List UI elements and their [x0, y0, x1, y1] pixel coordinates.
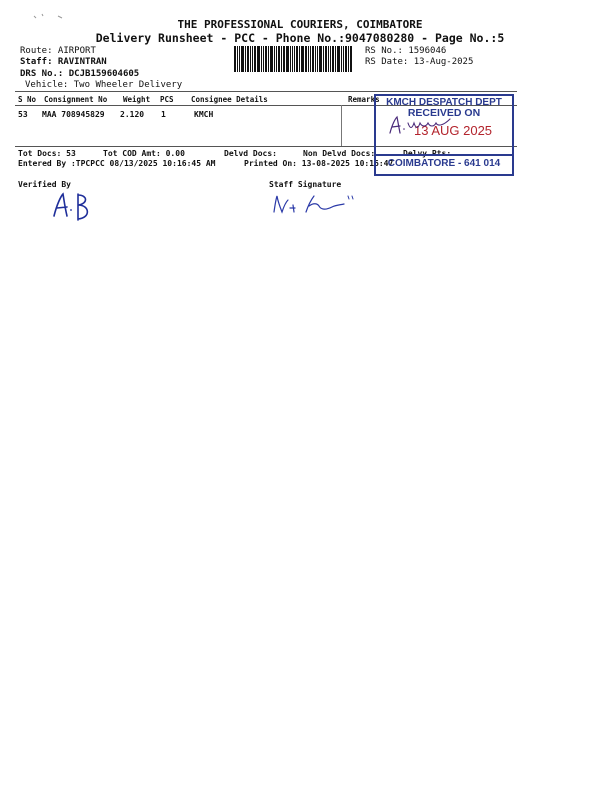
barcode-bar	[239, 46, 240, 72]
header-weight: Weight	[123, 95, 151, 104]
barcode-bar	[283, 46, 285, 72]
header-consignment: Consignment No	[44, 95, 108, 104]
stamp-location: COIMBATORE - 641 014	[387, 158, 501, 169]
barcode-bar	[276, 46, 277, 72]
stamp-date: 13 AUG 2025	[413, 123, 493, 138]
route-label: Route: AIRPORT	[20, 46, 96, 56]
barcode	[234, 46, 359, 72]
barcode-bar	[234, 46, 236, 72]
barcode-bar	[348, 46, 349, 72]
stamp-dept: KMCH DESPATCH DEPT	[386, 97, 502, 108]
barcode-bar	[296, 46, 298, 72]
barcode-bar	[281, 46, 282, 72]
barcode-bar	[278, 46, 280, 72]
staff-signature	[268, 190, 363, 220]
barcode-bar	[265, 46, 267, 72]
barcode-bar	[301, 46, 304, 72]
barcode-bar	[268, 46, 269, 72]
header-consignee: Consignee Details	[191, 95, 268, 104]
barcode-bar	[312, 46, 314, 72]
barcode-bar	[350, 46, 352, 72]
tot-cod-amount: Tot COD Amt: 0.00	[103, 149, 185, 158]
barcode-bar	[328, 46, 329, 72]
barcode-bar	[341, 46, 342, 72]
barcode-bar	[290, 46, 291, 72]
barcode-bar	[315, 46, 316, 72]
delvd-docs: Delvd Docs:	[224, 149, 277, 158]
table-divider	[341, 105, 342, 146]
header-remarks: Remarks	[348, 95, 380, 104]
printed-on: Printed On: 13-08-2025 10:16:47	[244, 159, 394, 168]
barcode-bar	[325, 46, 327, 72]
barcode-bar	[330, 46, 331, 72]
page-subtitle: Delivery Runsheet - PCC - Phone No.:9047080280 - Page No.:5	[95, 31, 505, 45]
barcode-bar	[257, 46, 260, 72]
verified-by-label: Verified By	[18, 180, 71, 189]
scan-marks	[32, 10, 72, 24]
barcode-bar	[245, 46, 246, 72]
barcode-bar	[343, 46, 344, 72]
barcode-bar	[299, 46, 300, 72]
staff-label: Staff: RAVINTRAN	[20, 57, 107, 67]
barcode-bar	[261, 46, 262, 72]
header-pcs: PCS	[160, 95, 174, 104]
vehicle-label: Vehicle: Two Wheeler Delivery	[25, 80, 183, 90]
staff-signature-label: Staff Signature	[269, 180, 342, 189]
non-delvd-docs: Non Delvd Docs:	[303, 149, 376, 158]
barcode-bar	[241, 46, 244, 72]
barcode-bar	[337, 46, 340, 72]
barcode-bar	[263, 46, 264, 72]
barcode-bar	[308, 46, 309, 72]
barcode-bar	[254, 46, 256, 72]
barcode-bar	[319, 46, 322, 72]
barcode-bar	[252, 46, 253, 72]
stamp-received-on: RECEIVED ON	[407, 107, 481, 119]
verifier-signature	[50, 190, 100, 225]
barcode-bar	[247, 46, 249, 72]
header-sno: S No	[18, 95, 37, 104]
stamp-initials	[386, 113, 456, 139]
page-title: THE PROFESSIONAL COURIERS, COIMBATORE	[177, 18, 423, 31]
stamp-divider	[376, 154, 512, 156]
barcode-bar	[305, 46, 307, 72]
barcode-bar	[250, 46, 251, 72]
barcode-bar	[270, 46, 273, 72]
barcode-bar	[292, 46, 293, 72]
barcode-bar	[317, 46, 318, 72]
table-top-border	[15, 91, 517, 92]
barcode-bar	[310, 46, 311, 72]
barcode-bar	[345, 46, 347, 72]
barcode-bar	[237, 46, 238, 72]
row-weight: 2.120	[120, 110, 145, 119]
row-sno: 53	[18, 110, 28, 119]
barcode-bar	[286, 46, 289, 72]
rs-number: RS No.: 1596046	[365, 46, 447, 56]
tot-docs: Tot Docs: 53	[18, 149, 76, 158]
barcode-bar	[335, 46, 336, 72]
row-pcs: 1	[161, 110, 166, 119]
barcode-bar	[274, 46, 275, 72]
row-consignment: MAA 708945829	[42, 110, 105, 119]
entered-by: Entered By :TPCPCC 08/13/2025 10:16:45 AM	[18, 159, 216, 168]
rs-date: RS Date: 13-Aug-2025	[365, 57, 474, 67]
barcode-bar	[294, 46, 295, 72]
barcode-bar	[323, 46, 324, 72]
barcode-bar	[332, 46, 334, 72]
row-consignee: KMCH	[194, 110, 214, 119]
drs-number: DRS No.: DCJB159604605	[20, 69, 140, 79]
